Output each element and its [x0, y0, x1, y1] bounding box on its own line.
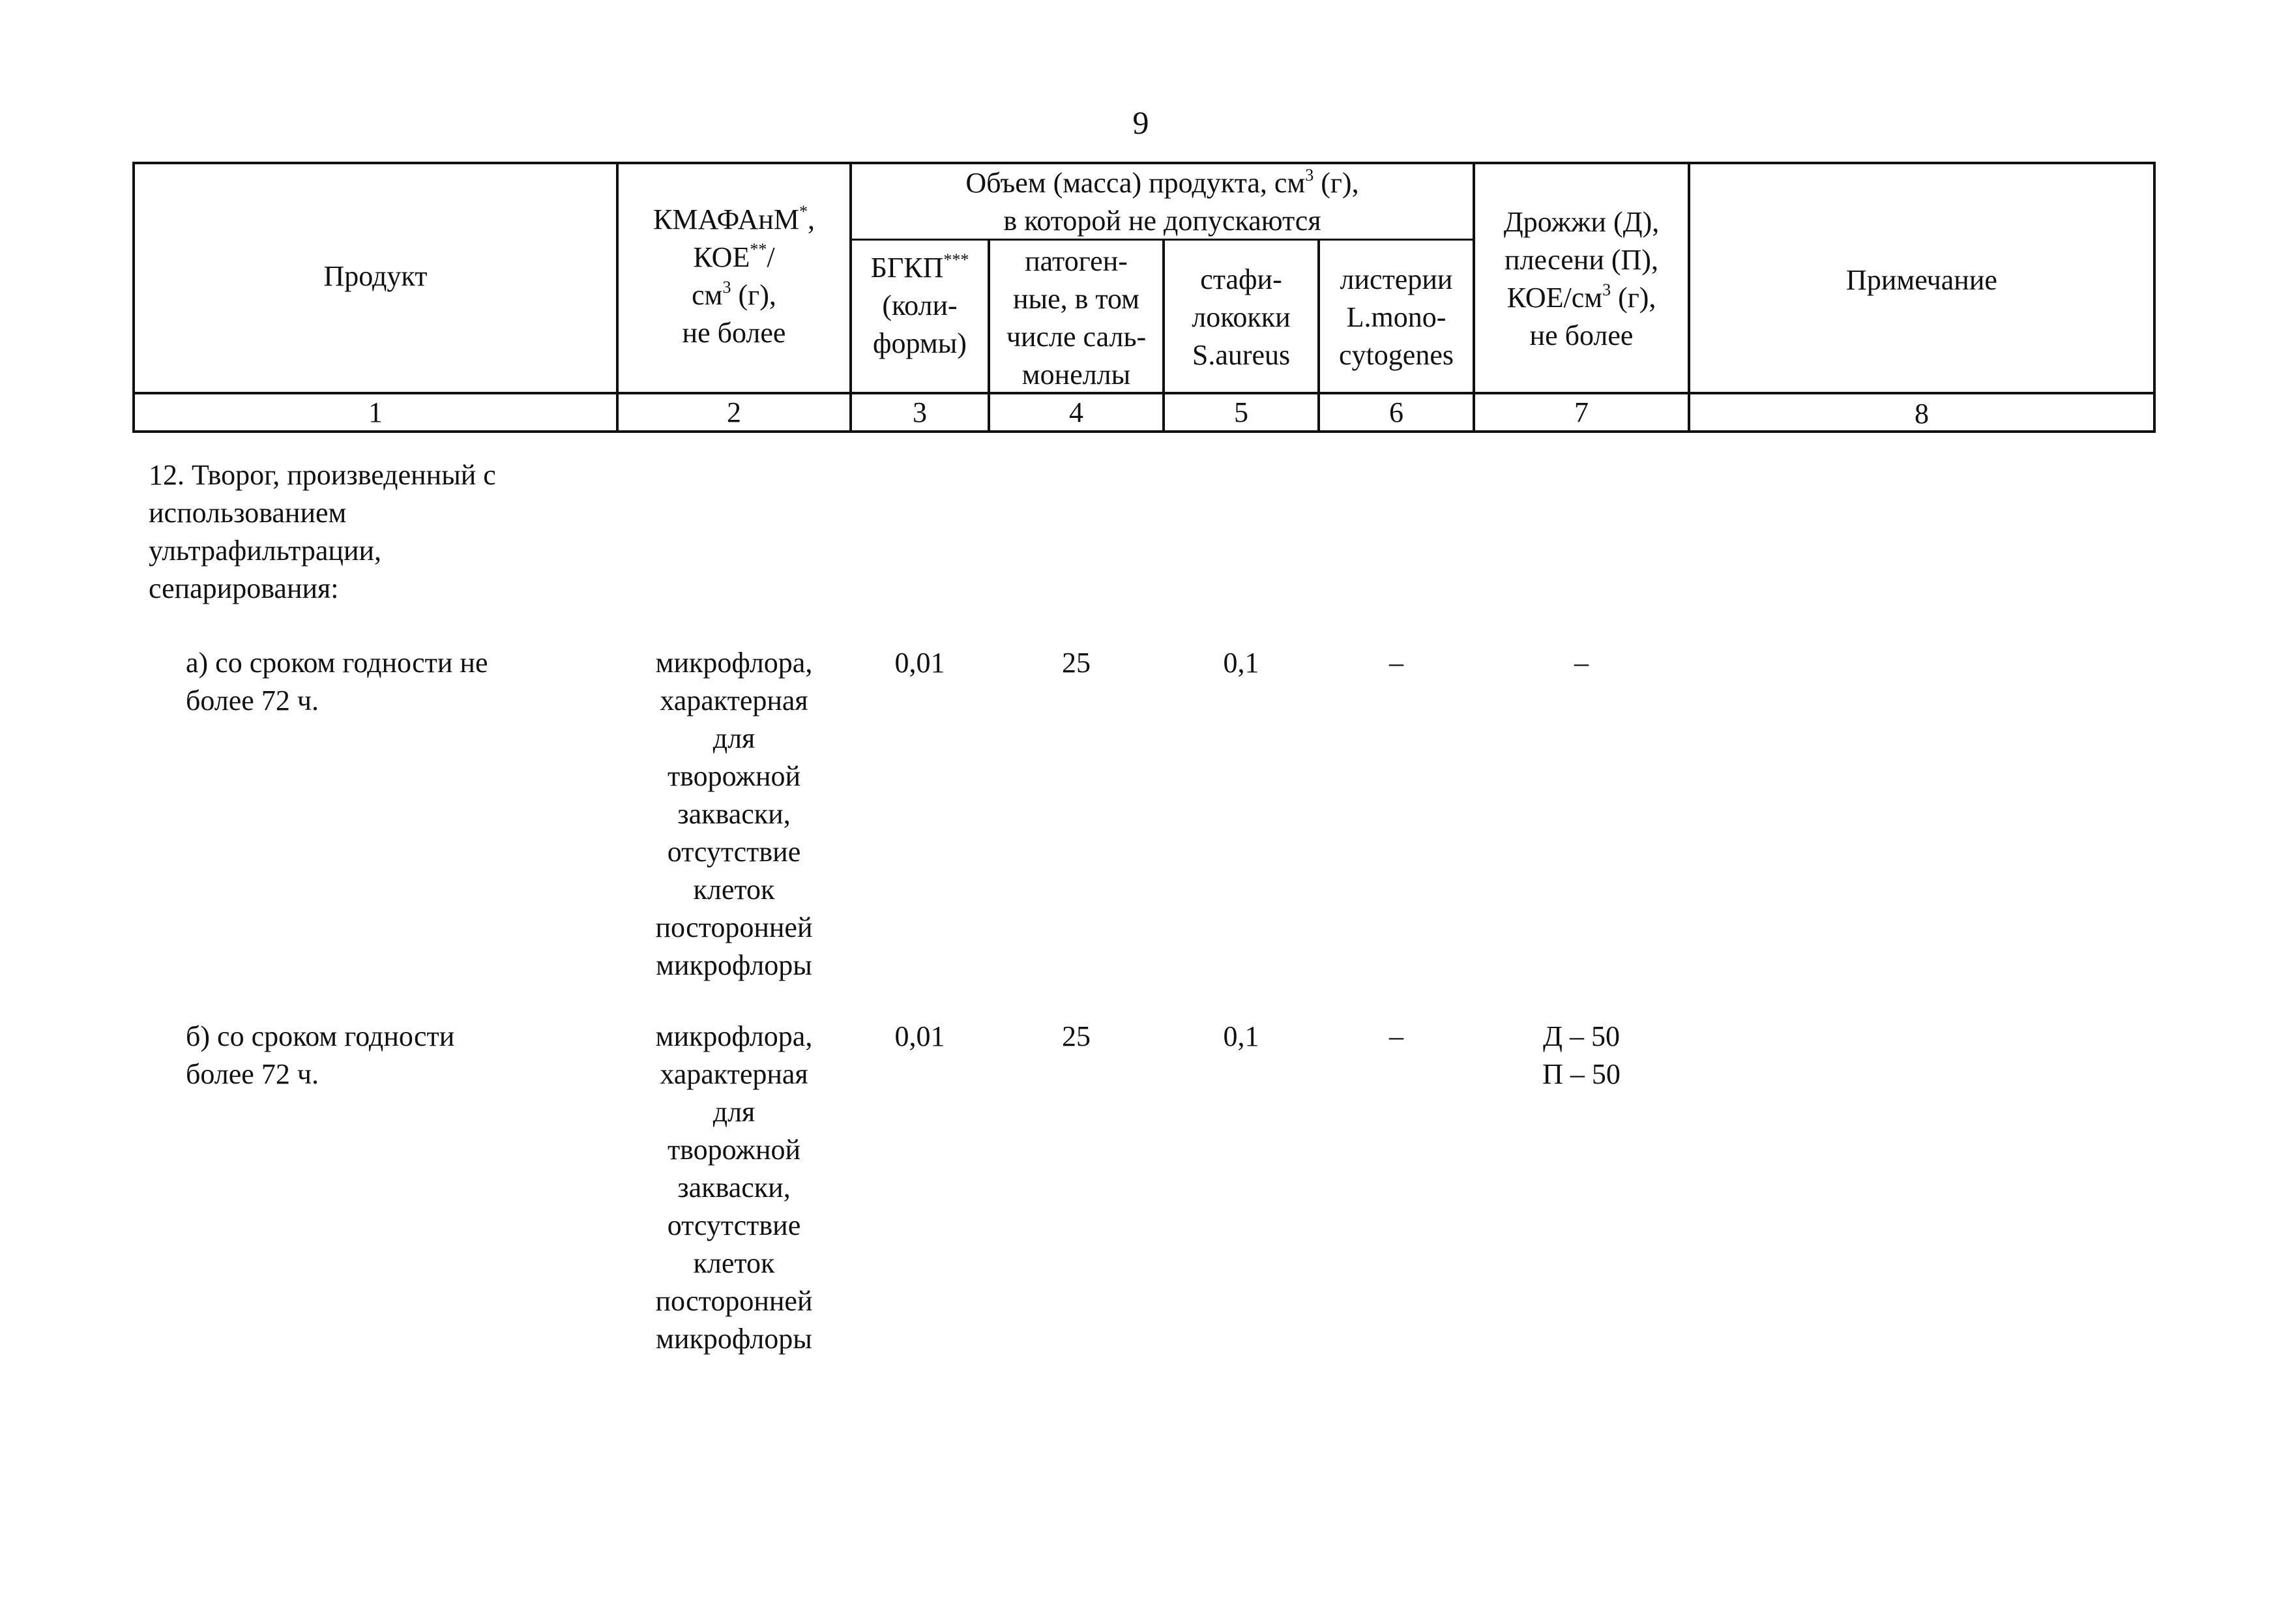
header-product: Продукт	[323, 260, 428, 292]
header-volume-group: Объем (масса) продукта, $см^3$ (г), в которой не допускаются	[965, 166, 1359, 237]
column-number-3: 3	[913, 396, 927, 428]
row-a-listeria: –	[1389, 647, 1403, 679]
section-title: 12. Творог, произведенный с использованием ультрафильтрации, сепарирования:	[149, 459, 496, 604]
header-kmafanm: КМАФАнМ*, КОЕ**/ $см^3$ (г), не более	[653, 202, 815, 349]
row-a-product: а) со сроком годности не более 72 ч.	[186, 647, 488, 716]
column-number-8: 8	[1915, 398, 1929, 430]
row-b-product: б) со сроком годности более 72 ч.	[186, 1020, 455, 1090]
row-a-kmafanm: микрофлора, характерная для творожной закваски, отсутствие клеток посторонней микрофлоры	[655, 647, 813, 981]
page-number: 9	[1132, 104, 1149, 141]
column-number-4: 4	[1069, 396, 1083, 428]
vline-left	[132, 162, 135, 433]
column-number-7: 7	[1574, 396, 1589, 428]
header-yeast: Дрожжи (Д), плесени (П), КОЕ/$см^3$ (г), не более	[1503, 206, 1660, 351]
row-b-pathogens: 25	[1062, 1020, 1091, 1052]
vline-right	[2153, 162, 2156, 433]
row-a-pathogens: 25	[1062, 647, 1091, 679]
row-b-yeast: Д – 50 П – 50	[1542, 1020, 1621, 1090]
column-number-1: 1	[368, 396, 383, 428]
column-number-2: 2	[727, 396, 741, 428]
row-b-listeria: –	[1389, 1020, 1403, 1052]
row-b-staph: 0,1	[1223, 1020, 1259, 1052]
header-bgkp: БГКП*** (коли- формы)	[870, 250, 969, 359]
row-a-yeast: –	[1574, 647, 1589, 679]
row-b-bgkp: 0,01	[894, 1020, 945, 1052]
column-number-5: 5	[1234, 396, 1248, 428]
row-a-staph: 0,1	[1223, 647, 1259, 679]
row-b-kmafanm: микрофлора, характерная для творожной закваски, отсутствие клеток посторонней микрофлоры	[655, 1020, 813, 1355]
header-pathogens: патоген- ные, в том числе саль- монеллы	[1006, 245, 1147, 391]
header-listeria: листерии L.mono- cytogenes	[1339, 263, 1454, 371]
row-a-bgkp: 0,01	[894, 647, 945, 679]
header-staph: стафи- лококки S.aureus	[1192, 263, 1291, 371]
column-number-6: 6	[1389, 396, 1403, 428]
header-note: Примечание	[1846, 264, 1997, 296]
